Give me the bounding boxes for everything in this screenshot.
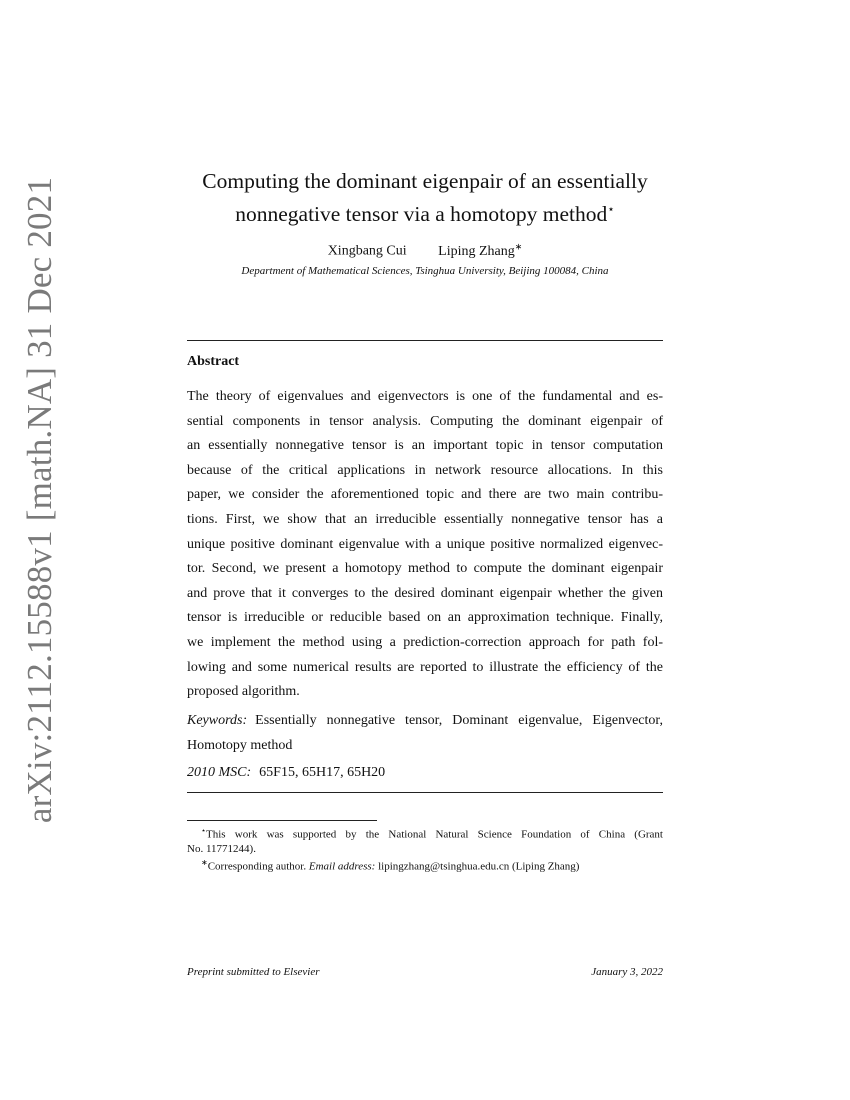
abstract-line: because of the critical applications in network resource allocations. In this	[187, 462, 663, 478]
footnote-funding-line-1	[187, 824, 663, 842]
keywords-label: Keywords:	[187, 713, 248, 728]
abstract-line: The theory of eigenvalues and eigenvectors is one of the fundamental and es-	[187, 389, 663, 404]
abstract-line: paper, we consider the aforementioned topic and there are two main contribu-	[187, 487, 663, 503]
keywords-text-1: Essentially nonnegative tensor, Dominant eigenvalue, Eigenvector,	[255, 713, 663, 728]
footnote-corresponding	[187, 856, 663, 874]
author-2-name: Liping Zhang	[438, 243, 515, 259]
abstract-line: lowing and some numerical results are reported to illustrate the efficiency of the	[187, 659, 663, 675]
abstract-line: tions. First, we show that an irreducible essentially nonnegative tensor has a	[187, 511, 663, 527]
email-value[interactable]: lipingzhang@tsinghua.edu.cn (Liping Zhang)	[378, 860, 580, 873]
title-line-2: nonnegative tensor via a homotopy method	[235, 202, 608, 227]
title-footnote-mark[interactable]: ⋆	[607, 202, 615, 216]
abstract-line: an essentially nonnegative tensor is an important topic in tensor computation	[187, 438, 663, 454]
arxiv-identifier[interactable]: arXiv:2112.15588v1 [math.NA] 31 Dec 2021	[20, 176, 59, 824]
paper-title	[150, 167, 700, 228]
footnotes	[187, 824, 663, 873]
abstract-line: tor. Second, we present a homotopy method to compute the dominant eigenpair	[187, 561, 663, 577]
abstract-line: unique positive dominant eigenvalue with a unique positive normalized eigenvec-	[187, 536, 663, 552]
preprint-date: January 3, 2022	[591, 966, 663, 978]
preprint-note: Preprint submitted to Elsevier	[187, 966, 320, 978]
keywords-line-1	[187, 709, 663, 734]
abstract-body	[187, 385, 663, 705]
footnote-rule	[187, 820, 377, 821]
funding-mark: ⋆	[201, 826, 207, 835]
title-line-1: Computing the dominant eigenpair of an essentially	[202, 169, 648, 193]
author-2	[438, 241, 523, 259]
footnote-funding-line-2: No. 11771244).	[187, 842, 256, 855]
author-list	[150, 241, 700, 260]
author-1-name: Xingbang Cui	[327, 243, 407, 259]
abstract-line: sential components in tensor analysis. Computing the dominant eigenpair of	[187, 413, 663, 429]
abstract-line: and prove that it converges to the desired dominant eigenpair whether the given	[187, 585, 663, 601]
corr-text: Corresponding author.	[207, 860, 307, 873]
funding-text-1: This work was supported by the National Natural Science Foundation of China (Grant	[206, 828, 663, 841]
keywords-line-2: Homotopy method	[187, 737, 293, 753]
abstract-line: proposed algorithm.	[187, 684, 300, 700]
abstract-line: tensor is irreducible or reducible based on an approximation technique. Finally,	[187, 610, 663, 626]
bottom-divider	[187, 792, 663, 793]
abstract-line: we implement the method using a prediction-correction approach for path fol-	[187, 634, 663, 650]
keywords	[187, 709, 663, 758]
affiliation: Department of Mathematical Sciences, Tsinghua University, Beijing 100084, China	[241, 265, 609, 277]
top-divider	[187, 340, 663, 341]
abstract-heading: Abstract	[187, 354, 240, 369]
msc-codes	[187, 761, 663, 786]
author-1	[328, 244, 407, 259]
msc-label: 2010 MSC:	[187, 765, 252, 780]
email-label: Email address:	[308, 860, 376, 873]
corr-mark: ∗	[201, 857, 208, 867]
msc-value: 65F15, 65H17, 65H20	[259, 765, 386, 780]
author-2-mark[interactable]: ∗	[514, 241, 523, 251]
